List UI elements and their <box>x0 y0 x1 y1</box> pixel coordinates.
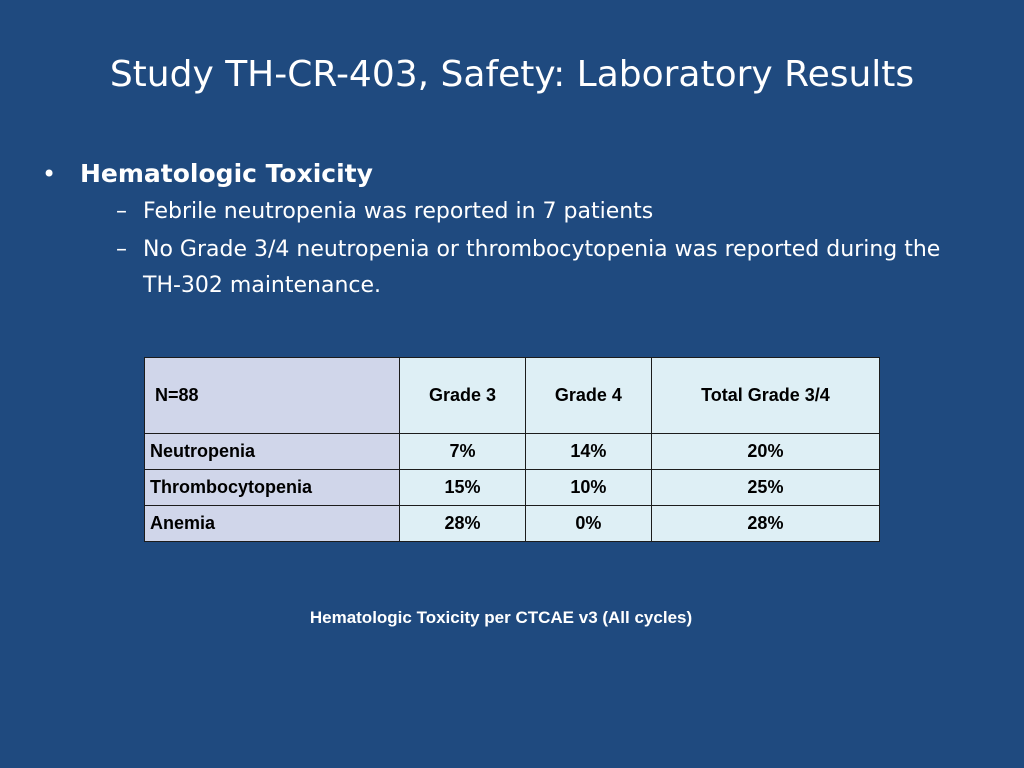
table-cell: 14% <box>525 434 651 470</box>
table-cell: 0% <box>525 506 651 542</box>
table-row <box>145 470 880 506</box>
table-cell: 7% <box>400 434 526 470</box>
slide-title: Study TH-CR-403, Safety: Laboratory Results <box>109 54 915 95</box>
sub-bullet-text: No Grade 3/4 neutropenia or thrombocytopenia was reported during the TH-302 maintenance. <box>143 237 941 298</box>
row-label-anemia: Anemia <box>145 506 400 542</box>
sub-bullet-febrile-neutropenia <box>40 194 980 230</box>
table-cell: 20% <box>651 434 879 470</box>
dash-icon: – <box>116 237 127 262</box>
table-row <box>145 506 880 542</box>
table-cell: 28% <box>651 506 879 542</box>
table-row <box>145 434 880 470</box>
table-cell: 15% <box>400 470 526 506</box>
column-header-grade-3: Grade 3 <box>400 358 526 434</box>
toxicity-table <box>144 357 880 542</box>
table-corner-cell: N=88 <box>145 358 400 434</box>
row-label-neutropenia: Neutropenia <box>145 434 400 470</box>
bullet-heading: Hematologic Toxicity <box>80 159 373 188</box>
table-header-row <box>145 358 880 434</box>
bullet-list <box>40 156 980 304</box>
table-cell: 28% <box>400 506 526 542</box>
column-header-grade-4: Grade 4 <box>525 358 651 434</box>
sub-bullet-no-grade-3-4 <box>40 232 980 304</box>
bullet-item-hematologic-toxicity <box>40 156 980 192</box>
dash-icon: – <box>116 199 127 224</box>
table-cell: 25% <box>651 470 879 506</box>
row-label-thrombocytopenia: Thrombocytopenia <box>145 470 400 506</box>
sub-bullet-text: Febrile neutropenia was reported in 7 patients <box>143 199 654 224</box>
table-cell: 10% <box>525 470 651 506</box>
table-caption: Hematologic Toxicity per CTCAE v3 (All cycles) <box>309 608 693 627</box>
bullet-dot-icon: • <box>42 160 57 188</box>
column-header-total-grade-3-4: Total Grade 3/4 <box>651 358 879 434</box>
